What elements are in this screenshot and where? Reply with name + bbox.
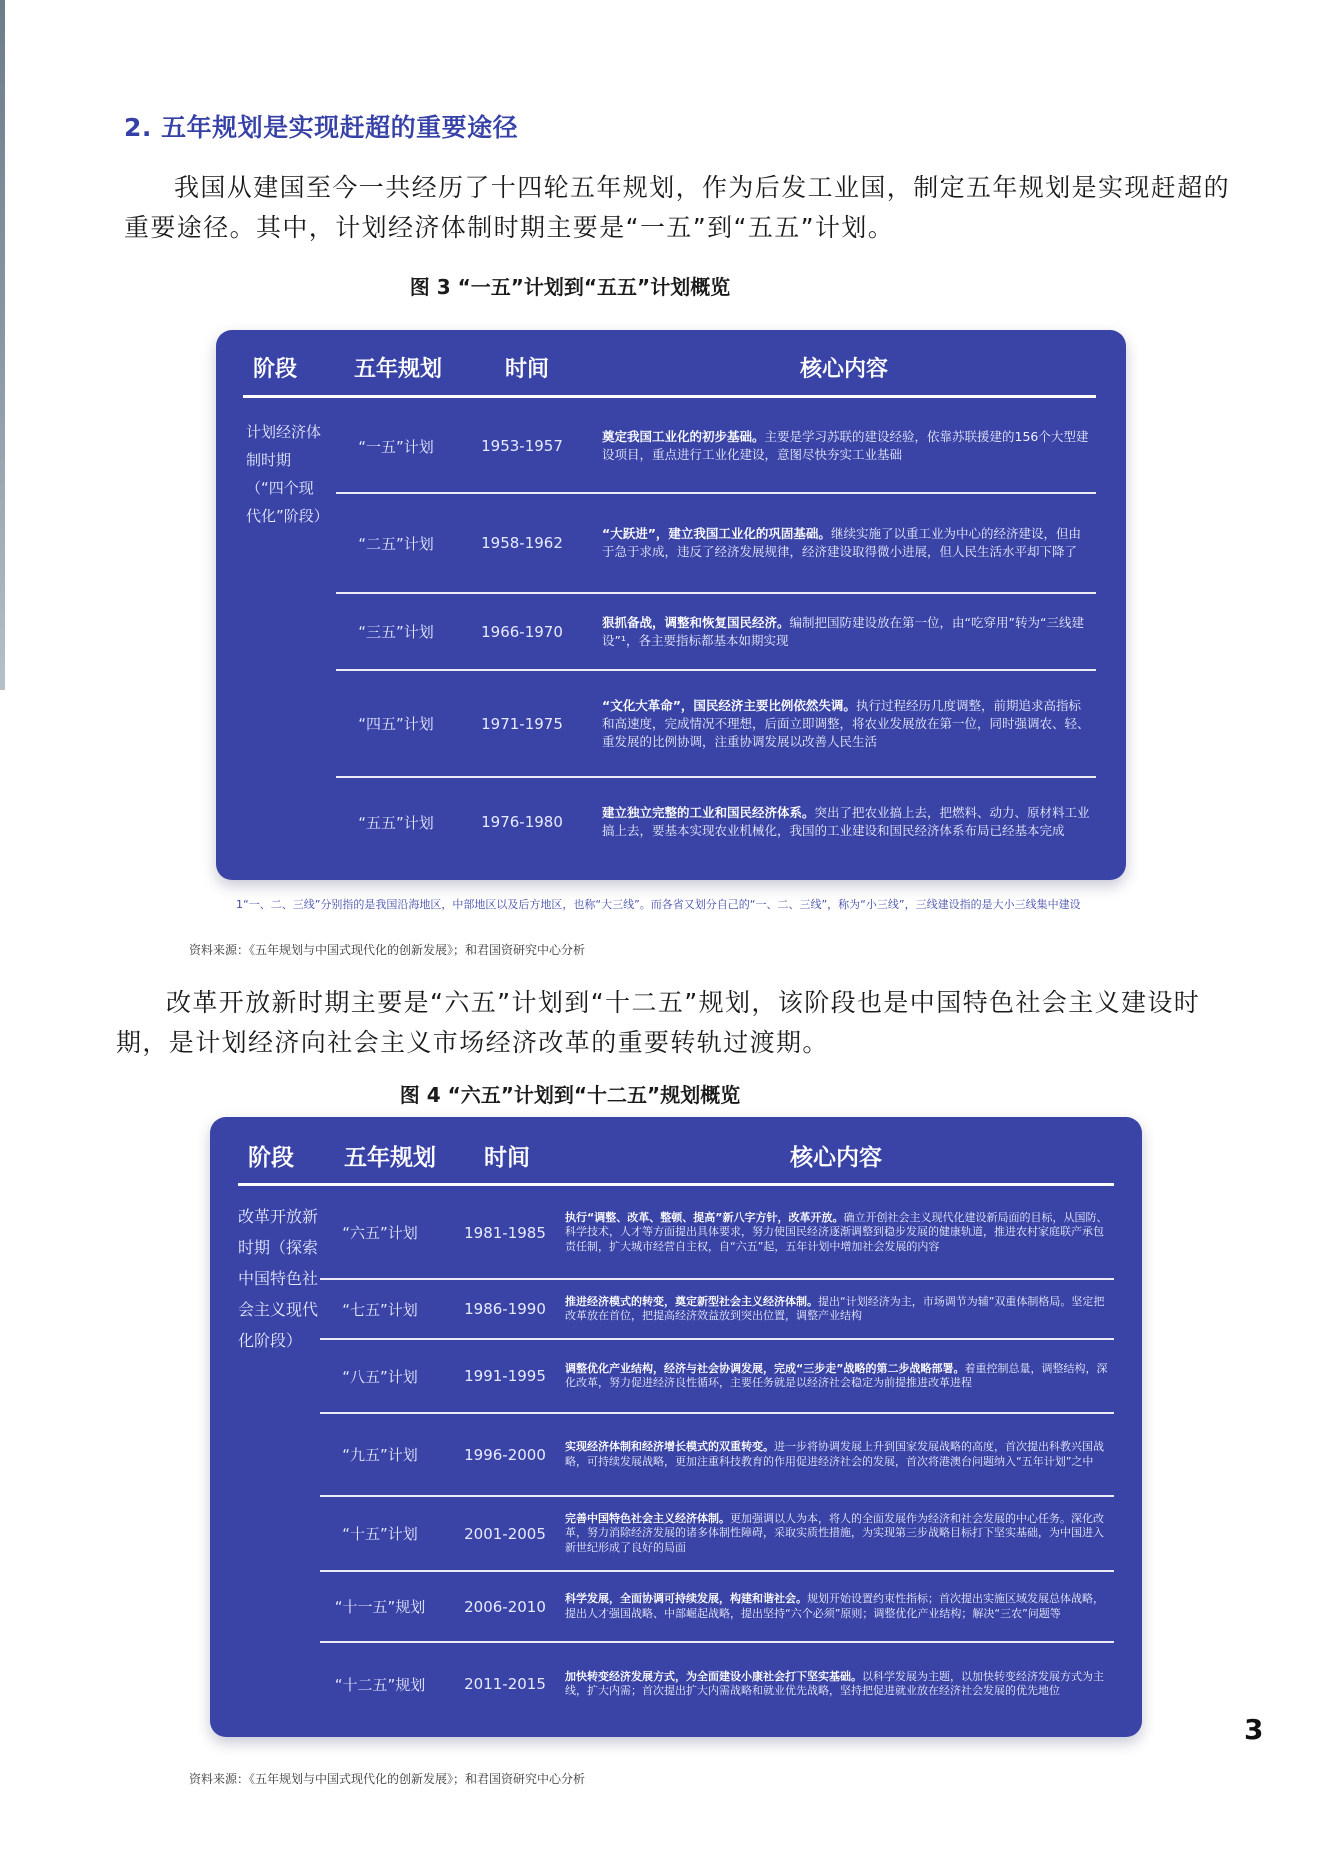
table-row-content <box>565 1187 1113 1278</box>
content-rest: 确立开创社会主义现代化建设新局面的目标，从国防、科学技术，人才等方面提出具体要求，努力使国民经济逐渐调整到稳步发展的健康轨道，推进农村家庭联产承包责任制，扩大城市经营自主权，自“六五”起，五年计划中增加社会发展的内容 <box>565 1210 1108 1253</box>
table-row-content <box>565 1340 1113 1412</box>
header-rule <box>243 395 1096 398</box>
content-rest: 规划开始设置约束性指标；首次提出实施区域发展总体战略，提出人才强国战略、中部崛起战略，提出坚持“六个必须”原则；调整优化产业结构；解决“三农”问题等 <box>565 1592 1104 1620</box>
content-lead: “大跃进”，建立我国工业化的巩固基础。 <box>602 526 831 541</box>
table-row-time: 1996-2000 <box>464 1445 546 1464</box>
header-time: 时间 <box>505 357 550 382</box>
table-row-content <box>602 594 1092 669</box>
intro-line-1: 我国从建国至今一共经历了十四轮五年规划，作为后发工业国，制定五年规划是实现赶超的 <box>174 173 1231 202</box>
content-lead: 奠定我国工业化的初步基础。 <box>602 429 765 444</box>
content-rest: 执行过程经历几度调整，前期追求高指标和高速度，完成情况不理想，后面立即调整，将农业发展放在第一位，同时强调农、轻、重发展的比例协调，注重协调发展以改善人民生活 <box>602 697 1090 749</box>
header-stage: 阶段 <box>253 357 298 382</box>
page-edge-shadow <box>0 0 5 690</box>
transition-line-1: 改革开放新时期主要是“六五”计划到“十二五”规划，该阶段也是中国特色社会主义建设时 <box>166 988 1201 1017</box>
table-row-plan: “五五”计划 <box>358 813 434 832</box>
figure-4-title: 图 4 “六五”计划到“十二五”规划概览 <box>399 1083 741 1107</box>
content-lead: 实现经济体制和经济增长模式的双重转变。 <box>565 1440 774 1453</box>
transition-line-2: 期，是计划经济向社会主义市场经济改革的重要转轨过渡期。 <box>116 1028 829 1057</box>
figure-4-table <box>210 1117 1142 1737</box>
table-row-time: 2001-2005 <box>464 1524 546 1543</box>
header-plan: 五年规划 <box>354 357 443 382</box>
section-heading: 2. 五年规划是实现赶超的重要途径 <box>124 113 519 142</box>
figure-4-source: 资料来源：《五年规划与中国式现代化的创新发展》；和君国资研究中心分析 <box>189 1772 586 1786</box>
table-row-plan: “一五”计划 <box>358 437 434 456</box>
table-row-time: 1966-1970 <box>481 622 563 641</box>
content-lead: 完善中国特色社会主义经济体制。 <box>565 1511 730 1525</box>
content-lead: 加快转变经济发展方式，为全面建设小康社会打下坚实基础。 <box>565 1669 862 1683</box>
figure-3-title: 图 3 “一五”计划到“五五”计划概览 <box>409 275 731 299</box>
content-lead: 科学发展，全面协调可持续发展，构建和谐社会。 <box>565 1592 807 1605</box>
content-rest: 提出“计划经济为主，市场调节为辅”双重体制格局。坚定把改革放在首位，把提高经济效益放到突出位置，调整产业结构 <box>565 1294 1105 1322</box>
stage-cell: 改革开放新时期（探索中国特色社会主义现代化阶段） <box>238 1207 319 1350</box>
content-lead: 调整优化产业结构，经济与社会协调发展，完成“三步走”战略的第二步战略部署。 <box>565 1361 965 1375</box>
table-row-plan: “二五”计划 <box>358 534 434 553</box>
table-row-time: 1953-1957 <box>481 437 563 455</box>
table-row-content <box>565 1280 1113 1338</box>
content-rest: 主要是学习苏联的建设经验，依靠苏联援建的156个大型建设项目，重点进行工业化建设，意图尽快夯实工业基础 <box>602 429 1089 462</box>
table-row-plan: “九五”计划 <box>342 1446 418 1464</box>
table-row-time: 1986-1990 <box>464 1300 546 1318</box>
table-row-time: 1971-1975 <box>481 714 563 733</box>
content-rest: 更加强调以人为本，将人的全面发展作为经济和社会发展的中心任务。深化改革，努力消除经济发展的诸多体制性障碍，采取实质性措施，为实现第三步战略目标打下坚实基础，为中国进入新世纪形成了良好的局面 <box>565 1511 1104 1554</box>
table-row-content <box>565 1572 1113 1641</box>
intro-paragraph <box>124 168 1230 248</box>
table-row-time: 1958-1962 <box>481 534 563 552</box>
table-row-plan: “十二五”规划 <box>334 1675 426 1694</box>
table-row-content <box>602 494 1092 592</box>
table-row-content <box>602 400 1092 492</box>
table-row-time: 2006-2010 <box>464 1597 546 1616</box>
header-stage: 阶段 <box>248 1145 294 1171</box>
content-lead: “文化大革命”，国民经济主要比例依然失调。 <box>602 697 856 713</box>
content-lead: 建立独立完整的工业和国民经济体系。 <box>602 805 815 820</box>
content-rest: 以科学发展为主题，以加快转变经济发展方式为主线，扩大内需；首次提出扩大内需战略和就业优先战略，坚持把促进就业放在经济社会发展的优先地位 <box>565 1669 1104 1697</box>
table-row-content <box>565 1643 1113 1725</box>
table-row-content <box>565 1497 1113 1570</box>
table-row-content <box>602 671 1092 776</box>
table-row-content <box>602 778 1092 866</box>
table-row-time: 1981-1985 <box>464 1223 546 1242</box>
table-row-time: 1976-1980 <box>481 813 563 831</box>
figure-3-source: 资料来源：《五年规划与中国式现代化的创新发展》；和君国资研究中心分析 <box>189 943 586 957</box>
figure-3-table <box>216 330 1126 880</box>
table-row-plan: “六五”计划 <box>342 1224 418 1242</box>
content-lead: 执行“调整、改革、整顿、提高”新八字方针，改革开放。 <box>565 1210 844 1224</box>
table-row-time: 2011-2015 <box>464 1675 546 1693</box>
transition-paragraph <box>116 983 1200 1063</box>
table-row-plan: “八五”计划 <box>342 1367 418 1386</box>
header-time: 时间 <box>484 1145 530 1171</box>
content-rest: 进一步将协调发展上升到国家发展战略的高度，首次提出科教兴国战略，可持续发展战略，更加注重科技教育的作用促进经济社会的发展，首次将港澳台问题纳入“五年计划”之中 <box>565 1440 1104 1468</box>
content-rest: 编制把国防建设放在第一位，由“吃穿用”转为“三线建设”¹，各主要指标都基本如期实现 <box>602 614 1084 648</box>
table-row-plan: “七五”计划 <box>342 1300 418 1319</box>
header-rule <box>238 1183 1114 1186</box>
content-rest: 继续实施了以重工业为中心的经济建设，但由于急于求成，违反了经济发展规律，经济建设取得微小进展，但人民生活水平却下降了 <box>602 526 1081 559</box>
table-row-time: 1991-1995 <box>464 1367 546 1385</box>
table-row-plan: “十一五”规划 <box>334 1598 426 1616</box>
figure-3-footnote: 1“一、二、三线”分别指的是我国沿海地区，中部地区以及后方地区，也称“大三线”。而各省又划分自己的“一、二、三线”，称为“小三线”，三线建设指的是大小三线集中建设 <box>236 898 1081 911</box>
intro-line-2: 重要途径。其中，计划经济体制时期主要是“一五”到“五五”计划。 <box>124 213 895 242</box>
header-plan: 五年规划 <box>344 1145 436 1171</box>
content-rest: 突出了把农业搞上去，把燃料、动力、原材料工业搞上去，要基本实现农业机械化，我国的工业建设和国民经济体系布局已经基本完成 <box>602 805 1090 838</box>
table-row-plan: “十五”计划 <box>342 1525 418 1543</box>
table-row-plan: “四五”计划 <box>358 715 434 733</box>
table-row-content <box>565 1414 1113 1495</box>
page-number: 3 <box>1244 1713 1264 1746</box>
content-rest: 着重控制总量，调整结构，深化改革，努力促进经济良性循环，主要任务就是以经济社会稳定为前提推进改革进程 <box>565 1361 1108 1389</box>
header-content: 核心内容 <box>800 357 889 382</box>
content-lead: 狠抓备战，调整和恢复国民经济。 <box>602 614 790 630</box>
header-content: 核心内容 <box>790 1145 882 1171</box>
table-row-plan: “三五”计划 <box>358 623 434 641</box>
content-lead: 推进经济模式的转变，奠定新型社会主义经济体制。 <box>565 1294 818 1308</box>
stage-cell: 计划经济体制时期（“四个现代化”阶段） <box>246 423 329 525</box>
